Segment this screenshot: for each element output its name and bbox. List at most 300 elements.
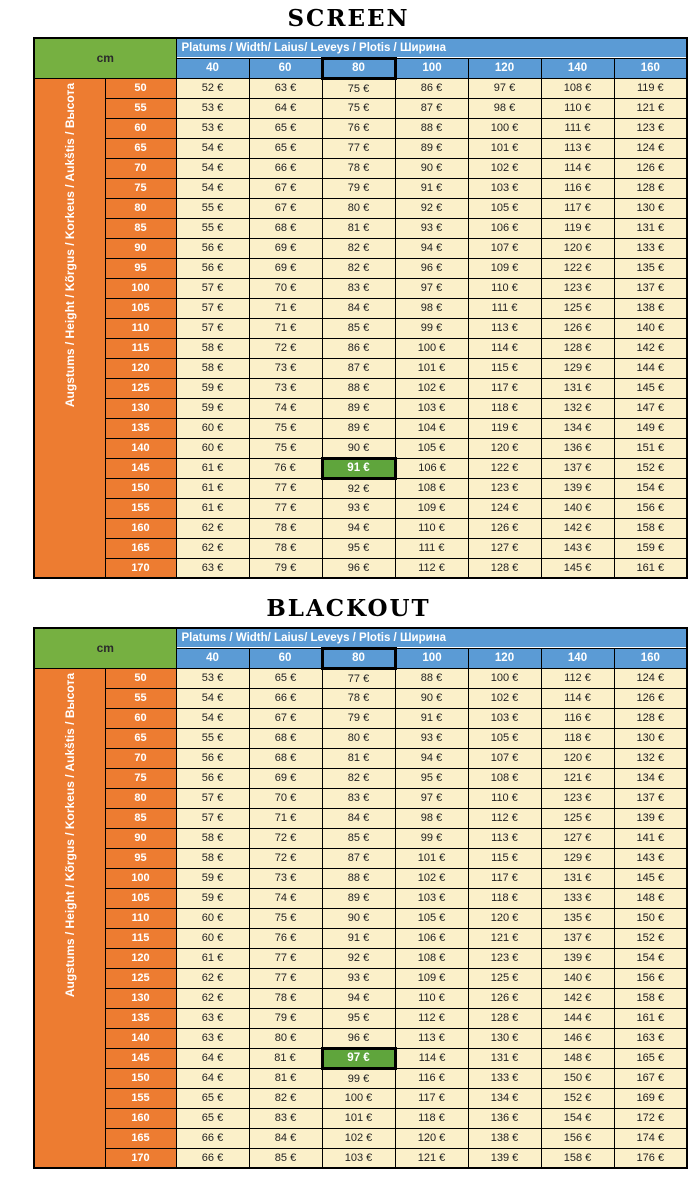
- screen-price-table: [33, 37, 688, 579]
- blackout-price-cell-120x170: 139 €: [468, 1148, 541, 1168]
- screen-price-cell-60x70: 66 €: [249, 158, 322, 178]
- blackout-price-cell-60x130: 78 €: [249, 988, 322, 1008]
- blackout-price-cell-80x80: 83 €: [322, 788, 395, 808]
- screen-price-cell-160x170: 161 €: [614, 558, 687, 578]
- blackout-price-cell-160x80: 137 €: [614, 788, 687, 808]
- blackout-price-cell-60x125: 77 €: [249, 968, 322, 988]
- blackout-price-cell-100x80: 97 €: [395, 788, 468, 808]
- screen-price-cell-80x165: 95 €: [322, 538, 395, 558]
- blackout-price-cell-120x100: 117 €: [468, 868, 541, 888]
- screen-price-cell-120x135: 119 €: [468, 418, 541, 438]
- screen-price-cell-80x100: 83 €: [322, 278, 395, 298]
- blackout-width-axis-header: Platums / Width/ Laius/ Leveys / Plotis / Ширина: [176, 628, 687, 648]
- screen-price-cell-60x60: 65 €: [249, 118, 322, 138]
- screen-price-cell-60x165: 78 €: [249, 538, 322, 558]
- screen-height-row-165: 165: [105, 538, 176, 558]
- blackout-height-row-120: 120: [105, 948, 176, 968]
- screen-price-cell-100x110: 99 €: [395, 318, 468, 338]
- blackout-price-cell-140x135: 144 €: [541, 1008, 614, 1028]
- blackout-price-cell-100x50: 88 €: [395, 668, 468, 688]
- blackout-price-cell-160x95: 143 €: [614, 848, 687, 868]
- screen-price-cell-60x155: 77 €: [249, 498, 322, 518]
- blackout-price-cell-100x75: 95 €: [395, 768, 468, 788]
- blackout-price-cell-60x75: 69 €: [249, 768, 322, 788]
- screen-price-cell-140x85: 119 €: [541, 218, 614, 238]
- blackout-price-cell-80x150: 99 €: [322, 1068, 395, 1088]
- blackout-price-cell-140x160: 154 €: [541, 1108, 614, 1128]
- screen-price-cell-120x50: 97 €: [468, 78, 541, 98]
- blackout-price-cell-140x140: 146 €: [541, 1028, 614, 1048]
- screen-price-cell-40x115: 58 €: [176, 338, 249, 358]
- screen-price-cell-60x140: 75 €: [249, 438, 322, 458]
- blackout-price-cell-100x130: 110 €: [395, 988, 468, 1008]
- screen-price-cell-100x135: 104 €: [395, 418, 468, 438]
- screen-price-cell-140x140: 136 €: [541, 438, 614, 458]
- blackout-height-row-55: 55: [105, 688, 176, 708]
- blackout-price-cell-80x65: 80 €: [322, 728, 395, 748]
- screen-price-cell-40x145: 61 €: [176, 458, 249, 478]
- screen-price-cell-40x50: 52 €: [176, 78, 249, 98]
- screen-price-cell-160x150: 154 €: [614, 478, 687, 498]
- screen-price-cell-120x145: 122 €: [468, 458, 541, 478]
- screen-price-cell-40x135: 60 €: [176, 418, 249, 438]
- blackout-price-cell-100x150: 116 €: [395, 1068, 468, 1088]
- blackout-height-row-60: 60: [105, 708, 176, 728]
- screen-price-cell-140x60: 111 €: [541, 118, 614, 138]
- screen-price-cell-140x50: 108 €: [541, 78, 614, 98]
- screen-height-axis-label-text: Augstums / Height / Kõrgus / Korkeus / Aukštis / Высота: [62, 82, 77, 407]
- screen-height-row-50: 50: [105, 78, 176, 98]
- screen-price-cell-160x70: 126 €: [614, 158, 687, 178]
- screen-width-col-160: 160: [614, 58, 687, 78]
- screen-price-cell-160x75: 128 €: [614, 178, 687, 198]
- blackout-height-row-70: 70: [105, 748, 176, 768]
- blackout-price-cell-160x115: 152 €: [614, 928, 687, 948]
- screen-height-row-95: 95: [105, 258, 176, 278]
- screen-price-cell-120x80: 105 €: [468, 198, 541, 218]
- blackout-price-cell-40x75: 56 €: [176, 768, 249, 788]
- blackout-price-cell-80x160: 101 €: [322, 1108, 395, 1128]
- screen-price-cell-140x160: 142 €: [541, 518, 614, 538]
- screen-price-cell-80x135: 89 €: [322, 418, 395, 438]
- blackout-price-cell-80x50: 77 €: [322, 668, 395, 688]
- screen-price-cell-60x120: 73 €: [249, 358, 322, 378]
- blackout-width-col-60: 60: [249, 648, 322, 668]
- blackout-price-cell-60x165: 84 €: [249, 1128, 322, 1148]
- screen-price-cell-80x95: 82 €: [322, 258, 395, 278]
- screen-price-cell-80x65: 77 €: [322, 138, 395, 158]
- screen-price-cell-100x150: 108 €: [395, 478, 468, 498]
- blackout-price-cell-80x130: 94 €: [322, 988, 395, 1008]
- screen-price-cell-80x60: 76 €: [322, 118, 395, 138]
- screen-price-cell-80x125: 88 €: [322, 378, 395, 398]
- screen-price-cell-60x130: 74 €: [249, 398, 322, 418]
- screen-price-cell-60x100: 70 €: [249, 278, 322, 298]
- screen-price-cell-100x55: 87 €: [395, 98, 468, 118]
- blackout-height-axis-label: [34, 668, 105, 1168]
- blackout-price-cell-140x155: 152 €: [541, 1088, 614, 1108]
- screen-height-row-120: 120: [105, 358, 176, 378]
- blackout-price-cell-100x140: 113 €: [395, 1028, 468, 1048]
- screen-price-cell-120x150: 123 €: [468, 478, 541, 498]
- blackout-width-col-140: 140: [541, 648, 614, 668]
- screen-price-cell-160x115: 142 €: [614, 338, 687, 358]
- blackout-price-cell-120x80: 110 €: [468, 788, 541, 808]
- blackout-height-row-95: 95: [105, 848, 176, 868]
- blackout-price-cell-60x105: 74 €: [249, 888, 322, 908]
- screen-price-cell-120x140: 120 €: [468, 438, 541, 458]
- blackout-price-cell-140x130: 142 €: [541, 988, 614, 1008]
- screen-price-cell-100x155: 109 €: [395, 498, 468, 518]
- screen-price-cell-100x125: 102 €: [395, 378, 468, 398]
- blackout-price-cell-160x50: 124 €: [614, 668, 687, 688]
- blackout-height-row-155: 155: [105, 1088, 176, 1108]
- blackout-width-col-160: 160: [614, 648, 687, 668]
- screen-price-cell-40x125: 59 €: [176, 378, 249, 398]
- blackout-price-cell-120x60: 103 €: [468, 708, 541, 728]
- blackout-price-cell-40x80: 57 €: [176, 788, 249, 808]
- screen-price-cell-140x115: 128 €: [541, 338, 614, 358]
- blackout-price-cell-60x95: 72 €: [249, 848, 322, 868]
- blackout-price-cell-140x115: 137 €: [541, 928, 614, 948]
- blackout-price-cell-60x70: 68 €: [249, 748, 322, 768]
- blackout-price-cell-40x145: 64 €: [176, 1048, 249, 1068]
- screen-price-cell-120x105: 111 €: [468, 298, 541, 318]
- screen-price-cell-80x160: 94 €: [322, 518, 395, 538]
- screen-price-cell-100x95: 96 €: [395, 258, 468, 278]
- blackout-price-cell-140x100: 131 €: [541, 868, 614, 888]
- blackout-price-cell-120x95: 115 €: [468, 848, 541, 868]
- blackout-price-cell-120x55: 102 €: [468, 688, 541, 708]
- screen-price-cell-100x100: 97 €: [395, 278, 468, 298]
- screen-price-cell-120x120: 115 €: [468, 358, 541, 378]
- blackout-height-row-105: 105: [105, 888, 176, 908]
- screen-price-cell-120x130: 118 €: [468, 398, 541, 418]
- blackout-section: [0, 596, 697, 1169]
- screen-section: [0, 6, 697, 579]
- blackout-price-cell-100x160: 118 €: [395, 1108, 468, 1128]
- blackout-height-row-65: 65: [105, 728, 176, 748]
- screen-price-cell-160x120: 144 €: [614, 358, 687, 378]
- screen-price-cell-100x165: 111 €: [395, 538, 468, 558]
- blackout-height-axis-label-text: Augstums / Height / Kõrgus / Korkeus / Aukštis / Высота: [62, 672, 77, 997]
- screen-price-cell-140x165: 143 €: [541, 538, 614, 558]
- screen-price-cell-120x75: 103 €: [468, 178, 541, 198]
- screen-price-cell-80x90: 82 €: [322, 238, 395, 258]
- blackout-price-cell-140x50: 112 €: [541, 668, 614, 688]
- screen-price-cell-100x70: 90 €: [395, 158, 468, 178]
- blackout-price-cell-60x150: 81 €: [249, 1068, 322, 1088]
- screen-price-cell-120x55: 98 €: [468, 98, 541, 118]
- screen-price-cell-140x155: 140 €: [541, 498, 614, 518]
- screen-height-row-105: 105: [105, 298, 176, 318]
- screen-price-cell-160x155: 156 €: [614, 498, 687, 518]
- screen-height-row-135: 135: [105, 418, 176, 438]
- screen-price-cell-100x60: 88 €: [395, 118, 468, 138]
- screen-price-cell-140x135: 134 €: [541, 418, 614, 438]
- blackout-price-cell-80x70: 81 €: [322, 748, 395, 768]
- screen-price-cell-100x170: 112 €: [395, 558, 468, 578]
- screen-price-cell-120x95: 109 €: [468, 258, 541, 278]
- screen-price-cell-40x120: 58 €: [176, 358, 249, 378]
- blackout-height-row-150: 150: [105, 1068, 176, 1088]
- screen-price-cell-80x145: 91 €: [322, 458, 395, 478]
- blackout-price-cell-140x95: 129 €: [541, 848, 614, 868]
- blackout-height-row-145: 145: [105, 1048, 176, 1068]
- screen-price-cell-60x80: 67 €: [249, 198, 322, 218]
- blackout-price-cell-140x85: 125 €: [541, 808, 614, 828]
- blackout-height-row-170: 170: [105, 1148, 176, 1168]
- screen-price-cell-140x80: 117 €: [541, 198, 614, 218]
- screen-price-cell-80x50: 75 €: [322, 78, 395, 98]
- screen-height-row-85: 85: [105, 218, 176, 238]
- screen-price-cell-120x115: 114 €: [468, 338, 541, 358]
- blackout-price-cell-120x65: 105 €: [468, 728, 541, 748]
- screen-price-cell-160x90: 133 €: [614, 238, 687, 258]
- screen-price-cell-60x50: 63 €: [249, 78, 322, 98]
- screen-price-cell-40x105: 57 €: [176, 298, 249, 318]
- blackout-price-cell-100x100: 102 €: [395, 868, 468, 888]
- screen-price-cell-40x170: 63 €: [176, 558, 249, 578]
- blackout-price-cell-40x160: 65 €: [176, 1108, 249, 1128]
- blackout-price-cell-140x105: 133 €: [541, 888, 614, 908]
- screen-price-cell-140x100: 123 €: [541, 278, 614, 298]
- screen-price-cell-40x90: 56 €: [176, 238, 249, 258]
- screen-price-cell-80x55: 75 €: [322, 98, 395, 118]
- blackout-price-cell-100x115: 106 €: [395, 928, 468, 948]
- blackout-price-cell-160x145: 165 €: [614, 1048, 687, 1068]
- blackout-price-cell-40x55: 54 €: [176, 688, 249, 708]
- screen-width-col-100: 100: [395, 58, 468, 78]
- screen-price-cell-100x50: 86 €: [395, 78, 468, 98]
- blackout-price-cell-60x50: 65 €: [249, 668, 322, 688]
- blackout-price-cell-80x95: 87 €: [322, 848, 395, 868]
- blackout-price-cell-140x60: 116 €: [541, 708, 614, 728]
- blackout-price-cell-100x90: 99 €: [395, 828, 468, 848]
- blackout-height-row-85: 85: [105, 808, 176, 828]
- screen-height-row-60: 60: [105, 118, 176, 138]
- screen-price-cell-60x160: 78 €: [249, 518, 322, 538]
- screen-price-cell-40x130: 59 €: [176, 398, 249, 418]
- screen-price-cell-120x85: 106 €: [468, 218, 541, 238]
- blackout-price-cell-140x80: 123 €: [541, 788, 614, 808]
- blackout-price-cell-100x145: 114 €: [395, 1048, 468, 1068]
- screen-price-cell-40x160: 62 €: [176, 518, 249, 538]
- blackout-height-row-160: 160: [105, 1108, 176, 1128]
- screen-price-cell-120x170: 128 €: [468, 558, 541, 578]
- screen-price-cell-60x115: 72 €: [249, 338, 322, 358]
- screen-price-cell-80x110: 85 €: [322, 318, 395, 338]
- screen-price-cell-160x105: 138 €: [614, 298, 687, 318]
- blackout-price-cell-60x170: 85 €: [249, 1148, 322, 1168]
- screen-price-cell-40x55: 53 €: [176, 98, 249, 118]
- blackout-price-cell-120x160: 136 €: [468, 1108, 541, 1128]
- blackout-price-cell-100x105: 103 €: [395, 888, 468, 908]
- blackout-price-cell-40x100: 59 €: [176, 868, 249, 888]
- blackout-price-cell-80x55: 78 €: [322, 688, 395, 708]
- blackout-price-cell-60x155: 82 €: [249, 1088, 322, 1108]
- screen-price-cell-60x135: 75 €: [249, 418, 322, 438]
- screen-height-row-140: 140: [105, 438, 176, 458]
- screen-height-row-75: 75: [105, 178, 176, 198]
- blackout-price-cell-80x85: 84 €: [322, 808, 395, 828]
- screen-price-cell-120x90: 107 €: [468, 238, 541, 258]
- blackout-price-cell-120x120: 123 €: [468, 948, 541, 968]
- screen-price-cell-160x65: 124 €: [614, 138, 687, 158]
- screen-price-cell-40x70: 54 €: [176, 158, 249, 178]
- screen-price-cell-160x145: 152 €: [614, 458, 687, 478]
- screen-price-cell-140x95: 122 €: [541, 258, 614, 278]
- blackout-price-cell-60x100: 73 €: [249, 868, 322, 888]
- screen-price-cell-140x90: 120 €: [541, 238, 614, 258]
- blackout-price-cell-100x65: 93 €: [395, 728, 468, 748]
- blackout-price-cell-40x150: 64 €: [176, 1068, 249, 1088]
- screen-height-row-55: 55: [105, 98, 176, 118]
- screen-price-cell-160x50: 119 €: [614, 78, 687, 98]
- blackout-price-cell-60x80: 70 €: [249, 788, 322, 808]
- blackout-price-cell-160x160: 172 €: [614, 1108, 687, 1128]
- screen-height-row-80: 80: [105, 198, 176, 218]
- blackout-price-cell-80x170: 103 €: [322, 1148, 395, 1168]
- blackout-price-cell-160x85: 139 €: [614, 808, 687, 828]
- screen-price-cell-80x120: 87 €: [322, 358, 395, 378]
- blackout-price-cell-120x85: 112 €: [468, 808, 541, 828]
- blackout-price-cell-80x75: 82 €: [322, 768, 395, 788]
- blackout-price-cell-60x55: 66 €: [249, 688, 322, 708]
- screen-height-row-100: 100: [105, 278, 176, 298]
- blackout-price-cell-160x120: 154 €: [614, 948, 687, 968]
- screen-price-cell-100x75: 91 €: [395, 178, 468, 198]
- blackout-price-cell-80x155: 100 €: [322, 1088, 395, 1108]
- blackout-price-cell-40x85: 57 €: [176, 808, 249, 828]
- blackout-price-cell-40x125: 62 €: [176, 968, 249, 988]
- blackout-price-cell-40x115: 60 €: [176, 928, 249, 948]
- screen-price-cell-140x170: 145 €: [541, 558, 614, 578]
- blackout-height-row-165: 165: [105, 1128, 176, 1148]
- blackout-price-cell-40x120: 61 €: [176, 948, 249, 968]
- blackout-price-cell-160x125: 156 €: [614, 968, 687, 988]
- blackout-width-col-40: 40: [176, 648, 249, 668]
- blackout-price-cell-160x150: 167 €: [614, 1068, 687, 1088]
- screen-price-cell-140x110: 126 €: [541, 318, 614, 338]
- blackout-price-cell-60x85: 71 €: [249, 808, 322, 828]
- screen-width-col-40: 40: [176, 58, 249, 78]
- blackout-price-cell-160x55: 126 €: [614, 688, 687, 708]
- blackout-price-cell-100x170: 121 €: [395, 1148, 468, 1168]
- blackout-price-table: [33, 627, 688, 1169]
- screen-width-col-60: 60: [249, 58, 322, 78]
- screen-price-cell-160x140: 151 €: [614, 438, 687, 458]
- screen-height-row-70: 70: [105, 158, 176, 178]
- blackout-price-cell-120x110: 120 €: [468, 908, 541, 928]
- blackout-price-cell-120x165: 138 €: [468, 1128, 541, 1148]
- screen-price-cell-140x120: 129 €: [541, 358, 614, 378]
- blackout-title: BLACKOUT: [266, 595, 431, 622]
- screen-price-cell-140x75: 116 €: [541, 178, 614, 198]
- blackout-price-cell-100x135: 112 €: [395, 1008, 468, 1028]
- blackout-price-cell-40x155: 65 €: [176, 1088, 249, 1108]
- blackout-price-cell-60x120: 77 €: [249, 948, 322, 968]
- screen-price-cell-160x55: 121 €: [614, 98, 687, 118]
- blackout-price-cell-40x165: 66 €: [176, 1128, 249, 1148]
- screen-price-cell-120x70: 102 €: [468, 158, 541, 178]
- blackout-price-cell-100x70: 94 €: [395, 748, 468, 768]
- screen-price-cell-160x100: 137 €: [614, 278, 687, 298]
- blackout-price-cell-120x90: 113 €: [468, 828, 541, 848]
- screen-height-row-90: 90: [105, 238, 176, 258]
- screen-price-cell-80x130: 89 €: [322, 398, 395, 418]
- blackout-price-cell-60x115: 76 €: [249, 928, 322, 948]
- screen-price-cell-120x100: 110 €: [468, 278, 541, 298]
- blackout-price-cell-120x75: 108 €: [468, 768, 541, 788]
- screen-price-cell-160x60: 123 €: [614, 118, 687, 138]
- blackout-width-col-100: 100: [395, 648, 468, 668]
- screen-price-cell-160x85: 131 €: [614, 218, 687, 238]
- blackout-price-cell-40x90: 58 €: [176, 828, 249, 848]
- screen-price-cell-120x165: 127 €: [468, 538, 541, 558]
- screen-price-cell-60x85: 68 €: [249, 218, 322, 238]
- screen-price-cell-100x120: 101 €: [395, 358, 468, 378]
- blackout-price-cell-40x70: 56 €: [176, 748, 249, 768]
- blackout-height-row-130: 130: [105, 988, 176, 1008]
- blackout-price-cell-160x65: 130 €: [614, 728, 687, 748]
- blackout-price-cell-80x110: 90 €: [322, 908, 395, 928]
- blackout-price-cell-80x60: 79 €: [322, 708, 395, 728]
- blackout-price-cell-80x105: 89 €: [322, 888, 395, 908]
- screen-price-cell-160x135: 149 €: [614, 418, 687, 438]
- screen-price-cell-60x75: 67 €: [249, 178, 322, 198]
- screen-height-row-145: 145: [105, 458, 176, 478]
- blackout-price-cell-80x165: 102 €: [322, 1128, 395, 1148]
- screen-price-cell-160x160: 158 €: [614, 518, 687, 538]
- blackout-price-cell-140x110: 135 €: [541, 908, 614, 928]
- screen-price-cell-140x105: 125 €: [541, 298, 614, 318]
- screen-price-cell-100x140: 105 €: [395, 438, 468, 458]
- blackout-price-cell-40x60: 54 €: [176, 708, 249, 728]
- blackout-price-cell-120x50: 100 €: [468, 668, 541, 688]
- screen-height-axis-label: [34, 78, 105, 578]
- blackout-price-cell-120x105: 118 €: [468, 888, 541, 908]
- blackout-price-cell-160x140: 163 €: [614, 1028, 687, 1048]
- blackout-price-cell-160x165: 174 €: [614, 1128, 687, 1148]
- screen-width-col-80: 80: [322, 58, 395, 78]
- screen-cm-unit-cell: cm: [34, 38, 176, 78]
- screen-price-cell-40x65: 54 €: [176, 138, 249, 158]
- screen-price-cell-100x90: 94 €: [395, 238, 468, 258]
- screen-price-cell-100x65: 89 €: [395, 138, 468, 158]
- screen-price-cell-160x110: 140 €: [614, 318, 687, 338]
- screen-price-cell-140x150: 139 €: [541, 478, 614, 498]
- screen-price-cell-100x85: 93 €: [395, 218, 468, 238]
- screen-price-cell-160x125: 145 €: [614, 378, 687, 398]
- screen-price-cell-100x145: 106 €: [395, 458, 468, 478]
- screen-price-cell-40x95: 56 €: [176, 258, 249, 278]
- blackout-price-cell-140x65: 118 €: [541, 728, 614, 748]
- blackout-price-cell-80x145: 97 €: [322, 1048, 395, 1068]
- screen-price-cell-40x80: 55 €: [176, 198, 249, 218]
- screen-price-cell-60x125: 73 €: [249, 378, 322, 398]
- blackout-price-cell-120x155: 134 €: [468, 1088, 541, 1108]
- blackout-price-cell-160x135: 161 €: [614, 1008, 687, 1028]
- blackout-price-cell-60x65: 68 €: [249, 728, 322, 748]
- blackout-height-row-110: 110: [105, 908, 176, 928]
- screen-price-cell-80x115: 86 €: [322, 338, 395, 358]
- blackout-price-cell-60x140: 80 €: [249, 1028, 322, 1048]
- screen-price-cell-40x75: 54 €: [176, 178, 249, 198]
- screen-price-cell-140x145: 137 €: [541, 458, 614, 478]
- screen-price-cell-60x145: 76 €: [249, 458, 322, 478]
- screen-price-cell-60x105: 71 €: [249, 298, 322, 318]
